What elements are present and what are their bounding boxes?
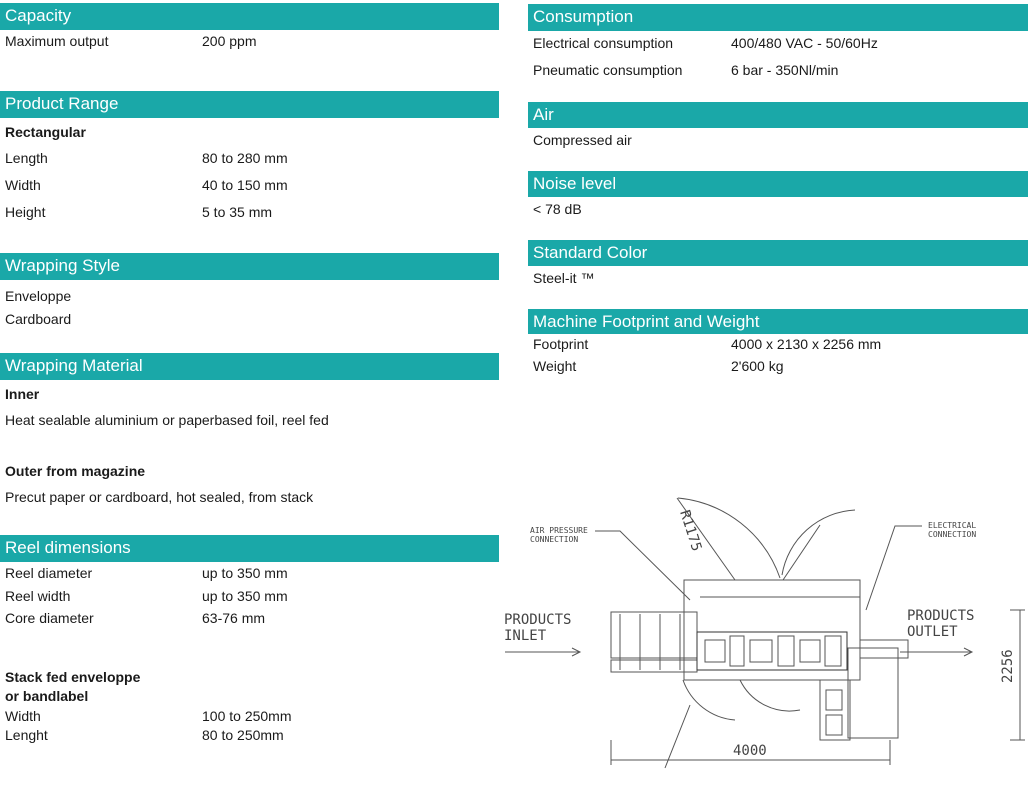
air-header: Air — [528, 102, 1028, 128]
spec-label: Length — [5, 150, 48, 166]
spec-value: 63-76 mm — [202, 610, 266, 626]
air-text: Compressed air — [533, 132, 632, 148]
electrical-label: CONNECTION — [928, 530, 977, 539]
wrapping-style-header: Wrapping Style — [0, 253, 499, 280]
electrical-label: ELECTRICAL — [928, 521, 977, 530]
spec-value: 5 to 35 mm — [202, 204, 273, 220]
spec-value: 100 to 250mm — [202, 708, 292, 724]
products-outlet-label: PRODUCTS — [907, 608, 975, 624]
spec-label: Weight — [533, 358, 577, 374]
wrapping-material-header: Wrapping Material — [0, 353, 499, 380]
dimension-height-label: 2256 — [1000, 649, 1016, 683]
spec-value: 40 to 150 mm — [202, 177, 288, 193]
spec-label: Footprint — [533, 336, 589, 352]
spec-label: Width — [5, 177, 41, 193]
consumption-header: Consumption — [528, 4, 1028, 31]
spec-label: Lenght — [5, 727, 48, 743]
spec-value: 4000 x 2130 x 2256 mm — [731, 336, 882, 352]
spec-value: 80 to 280 mm — [202, 150, 288, 166]
outer-text: Precut paper or cardboard, hot sealed, from stack — [5, 489, 314, 505]
spec-item: Cardboard — [5, 311, 72, 327]
products-outlet-label: OUTLET — [907, 624, 958, 640]
spec-value: 6 bar - 350Nl/min — [731, 62, 839, 78]
noise-text: < 78 dB — [533, 201, 582, 217]
spec-label: Height — [5, 204, 46, 220]
capacity-header: Capacity — [0, 3, 499, 30]
color-text: Steel-it ™ — [533, 270, 595, 286]
products-inlet-label: PRODUCTS — [504, 612, 572, 628]
spec-value: up to 350 mm — [202, 565, 288, 581]
stack-title: Stack fed enveloppe — [5, 669, 141, 685]
product-range-subtitle: Rectangular — [5, 124, 86, 140]
dimension-width-label: 4000 — [733, 743, 767, 759]
product-range-header: Product Range — [0, 91, 499, 118]
footprint-header: Machine Footprint and Weight — [528, 309, 1028, 334]
spec-label: Pneumatic consumption — [533, 62, 683, 78]
spec-label: Maximum output — [5, 33, 109, 49]
air-pressure-label: AIR PRESSURE — [530, 526, 588, 535]
inner-title: Inner — [5, 386, 40, 402]
products-inlet-label: INLET — [504, 628, 547, 644]
reel-dimensions-header: Reel dimensions — [0, 535, 499, 562]
spec-label: Width — [5, 708, 41, 724]
spec-label: Reel diameter — [5, 565, 93, 581]
inner-text: Heat sealable aluminium or paperbased foil, reel fed — [5, 412, 329, 428]
spec-label: Core diameter — [5, 610, 94, 626]
outer-title: Outer from magazine — [5, 463, 146, 479]
spec-label: Electrical consumption — [533, 35, 674, 51]
spec-value: 400/480 VAC - 50/60Hz — [731, 35, 878, 51]
spec-label: Reel width — [5, 588, 71, 604]
spec-value: 80 to 250mm — [202, 727, 284, 743]
stack-title: or bandlabel — [5, 688, 89, 704]
noise-header: Noise level — [528, 171, 1028, 197]
air-pressure-label: CONNECTION — [530, 535, 579, 544]
spec-item: Enveloppe — [5, 288, 72, 304]
color-header: Standard Color — [528, 240, 1028, 266]
spec-value: 200 ppm — [202, 33, 257, 49]
radius-label: R1175 — [676, 508, 705, 554]
spec-value: up to 350 mm — [202, 588, 288, 604]
spec-value: 2'600 kg — [731, 358, 784, 374]
